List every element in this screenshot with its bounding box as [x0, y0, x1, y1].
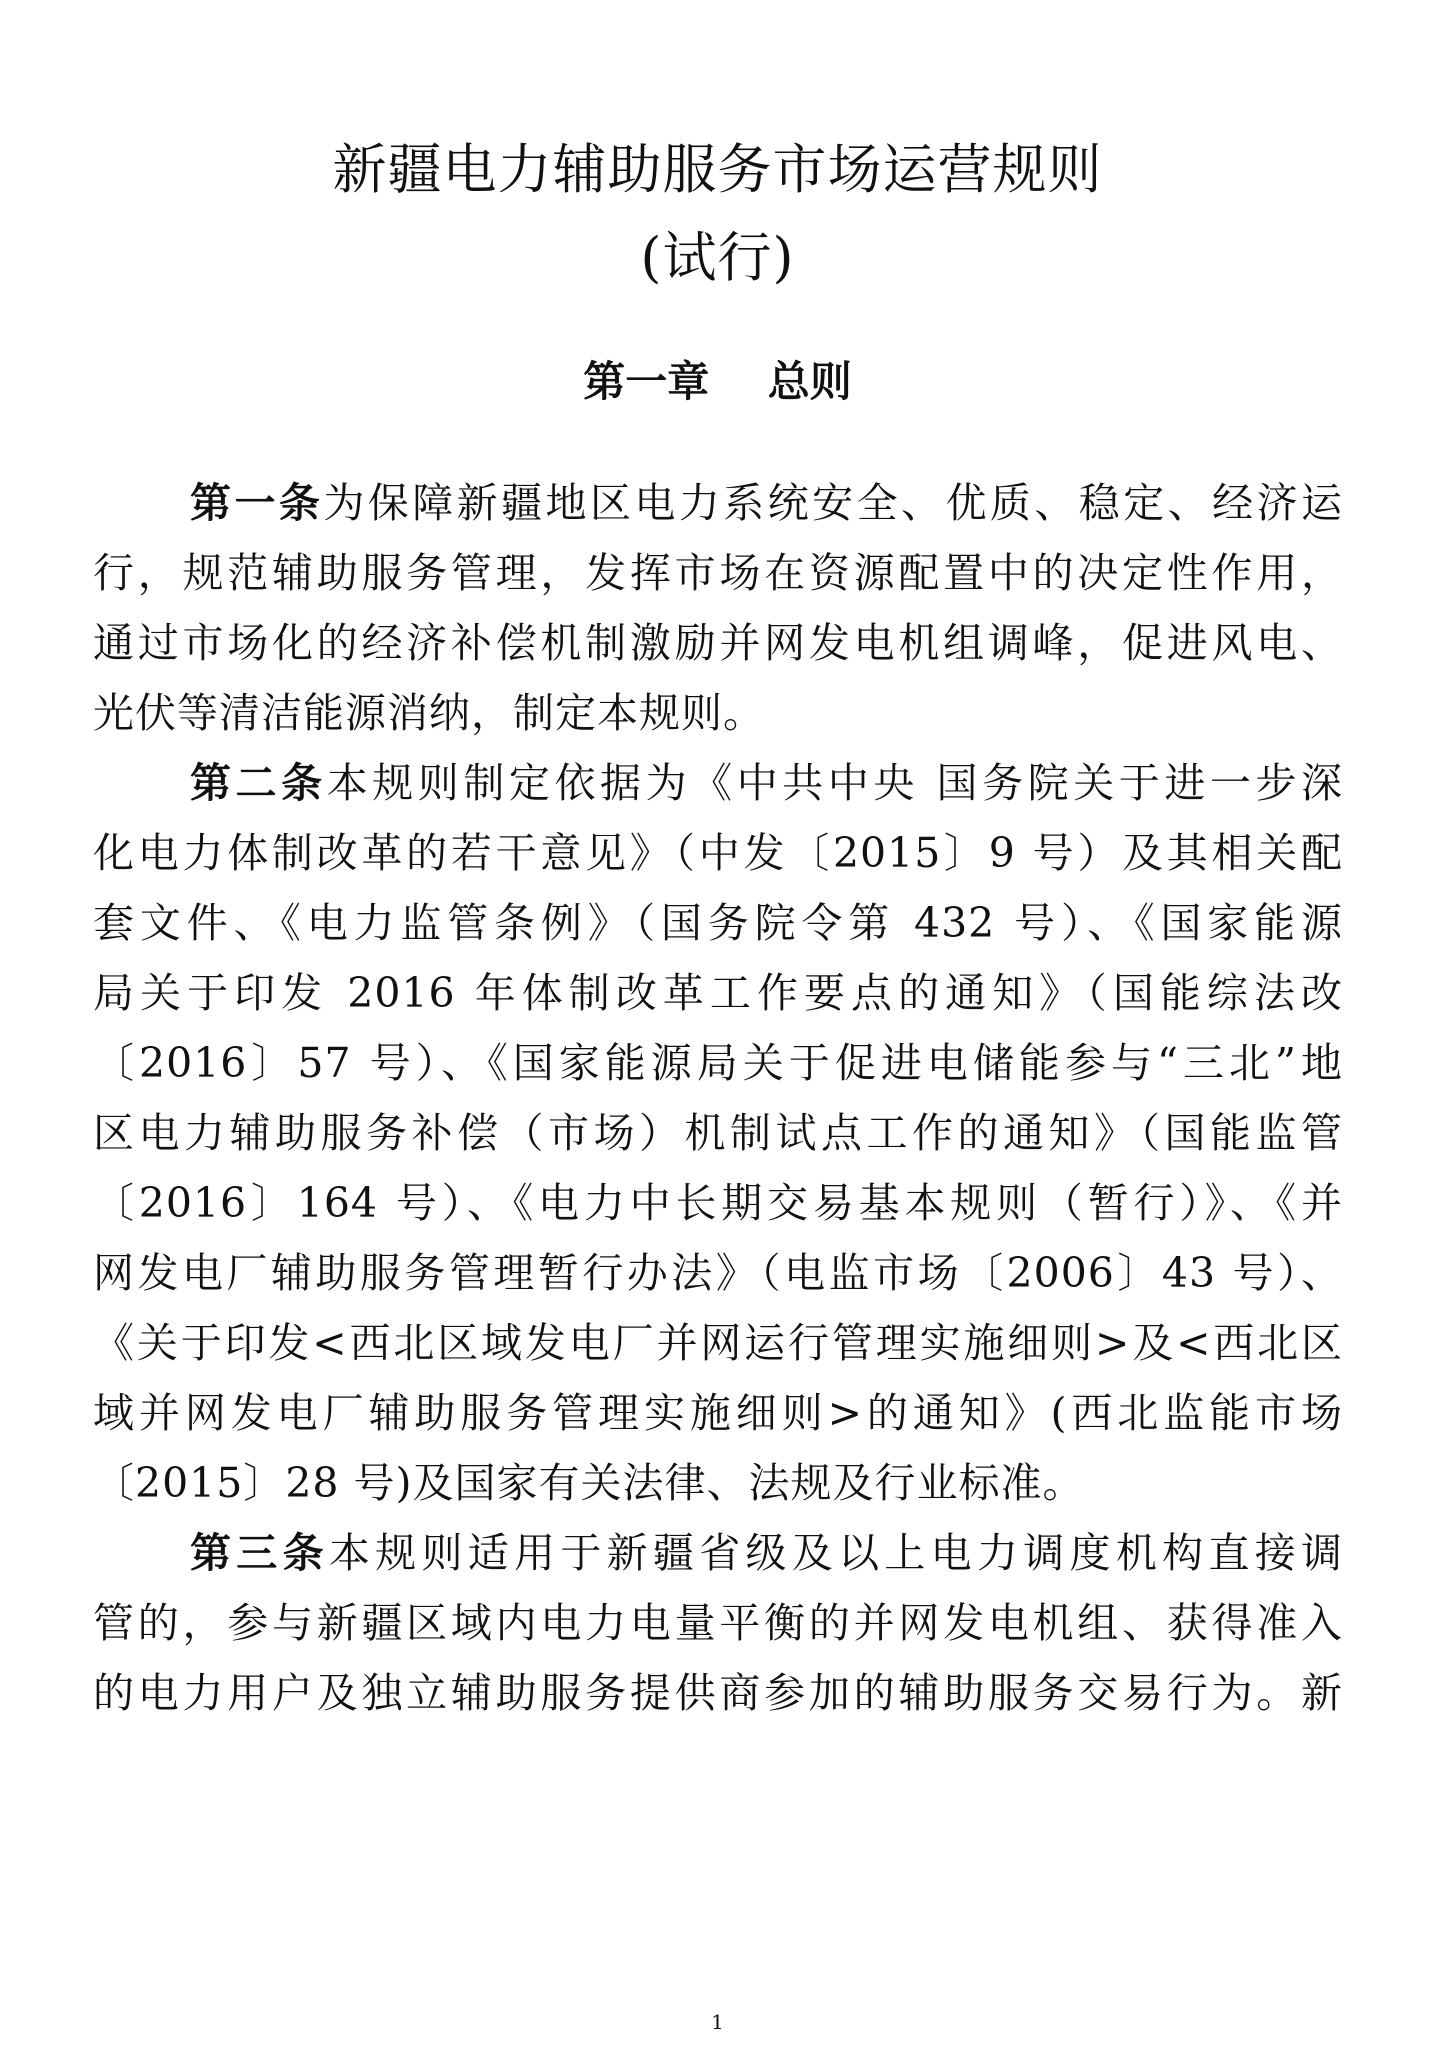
- article-2-label: 第二条: [190, 759, 327, 807]
- article-2-line-10: 域并网发电厂辅助服务管理实施细则>的通知》(西北监能市场: [93, 1389, 1343, 1437]
- article-2-line-3: 套文件、《电力监管条例》（国务院令第 432 号）、《国家能源: [93, 899, 1343, 947]
- article-1-line-4: 光伏等清洁能源消纳，制定本规则。: [93, 689, 765, 737]
- article-2-line-9: 《关于印发<西北区域发电厂并网运行管理实施细则>及<西北区: [93, 1319, 1343, 1367]
- article-2-line-11: 〔2015〕28 号)及国家有关法律、法规及行业标准。: [93, 1459, 1085, 1507]
- article-1-line-3: 通过市场化的经济补偿机制激励并网发电机组调峰，促进风电、: [93, 619, 1343, 667]
- article-2-line-8: 网发电厂辅助服务管理暂行办法》（电监市场〔2006〕43 号）、: [93, 1249, 1343, 1297]
- article-3-line-3: 的电力用户及独立辅助服务提供商参加的辅助服务交易行为。新: [93, 1669, 1343, 1717]
- article-1-label: 第一条: [190, 479, 324, 527]
- article-3-line-1: [190, 1527, 1343, 1579]
- document-title: 新疆电力辅助服务市场运营规则: [332, 138, 1103, 201]
- article-1-line-1: [190, 477, 1343, 529]
- article-2-text: 本规则制定依据为《中共中央 国务院关于进一步深: [326, 759, 1344, 807]
- article-2-line-5: 〔2016〕57 号）、《国家能源局关于促进电储能参与“三北”地: [93, 1039, 1343, 1087]
- article-3-line-2: 管的，参与新疆区域内电力电量平衡的并网发电机组、获得准入: [93, 1599, 1343, 1647]
- article-1-line-2: 行，规范辅助服务管理，发挥市场在资源配置中的决定性作用，: [93, 549, 1343, 597]
- chapter-heading: 第一章 总则: [583, 357, 852, 406]
- article-2-line-6: 区电力辅助服务补偿（市场）机制试点工作的通知》（国能监管: [93, 1109, 1343, 1157]
- article-3-label: 第三条: [190, 1529, 329, 1577]
- article-2-line-2: 化电力体制改革的若干意见》（中发〔2015〕9 号）及其相关配: [93, 829, 1343, 877]
- article-1-text: 为保障新疆地区电力系统安全、优质、稳定、经济运: [323, 479, 1344, 527]
- document-subtitle: (试行): [640, 226, 795, 289]
- article-3-text: 本规则适用于新疆省级及以上电力调度机构直接调: [328, 1529, 1343, 1577]
- page-number: 1: [711, 2010, 724, 2034]
- article-2-line-4: 局关于印发 2016 年体制改革工作要点的通知》（国能综法改: [93, 969, 1343, 1017]
- article-2-line-7: 〔2016〕164 号）、《电力中长期交易基本规则（暂行）》、《并: [93, 1179, 1343, 1227]
- article-2-line-1: [190, 757, 1343, 809]
